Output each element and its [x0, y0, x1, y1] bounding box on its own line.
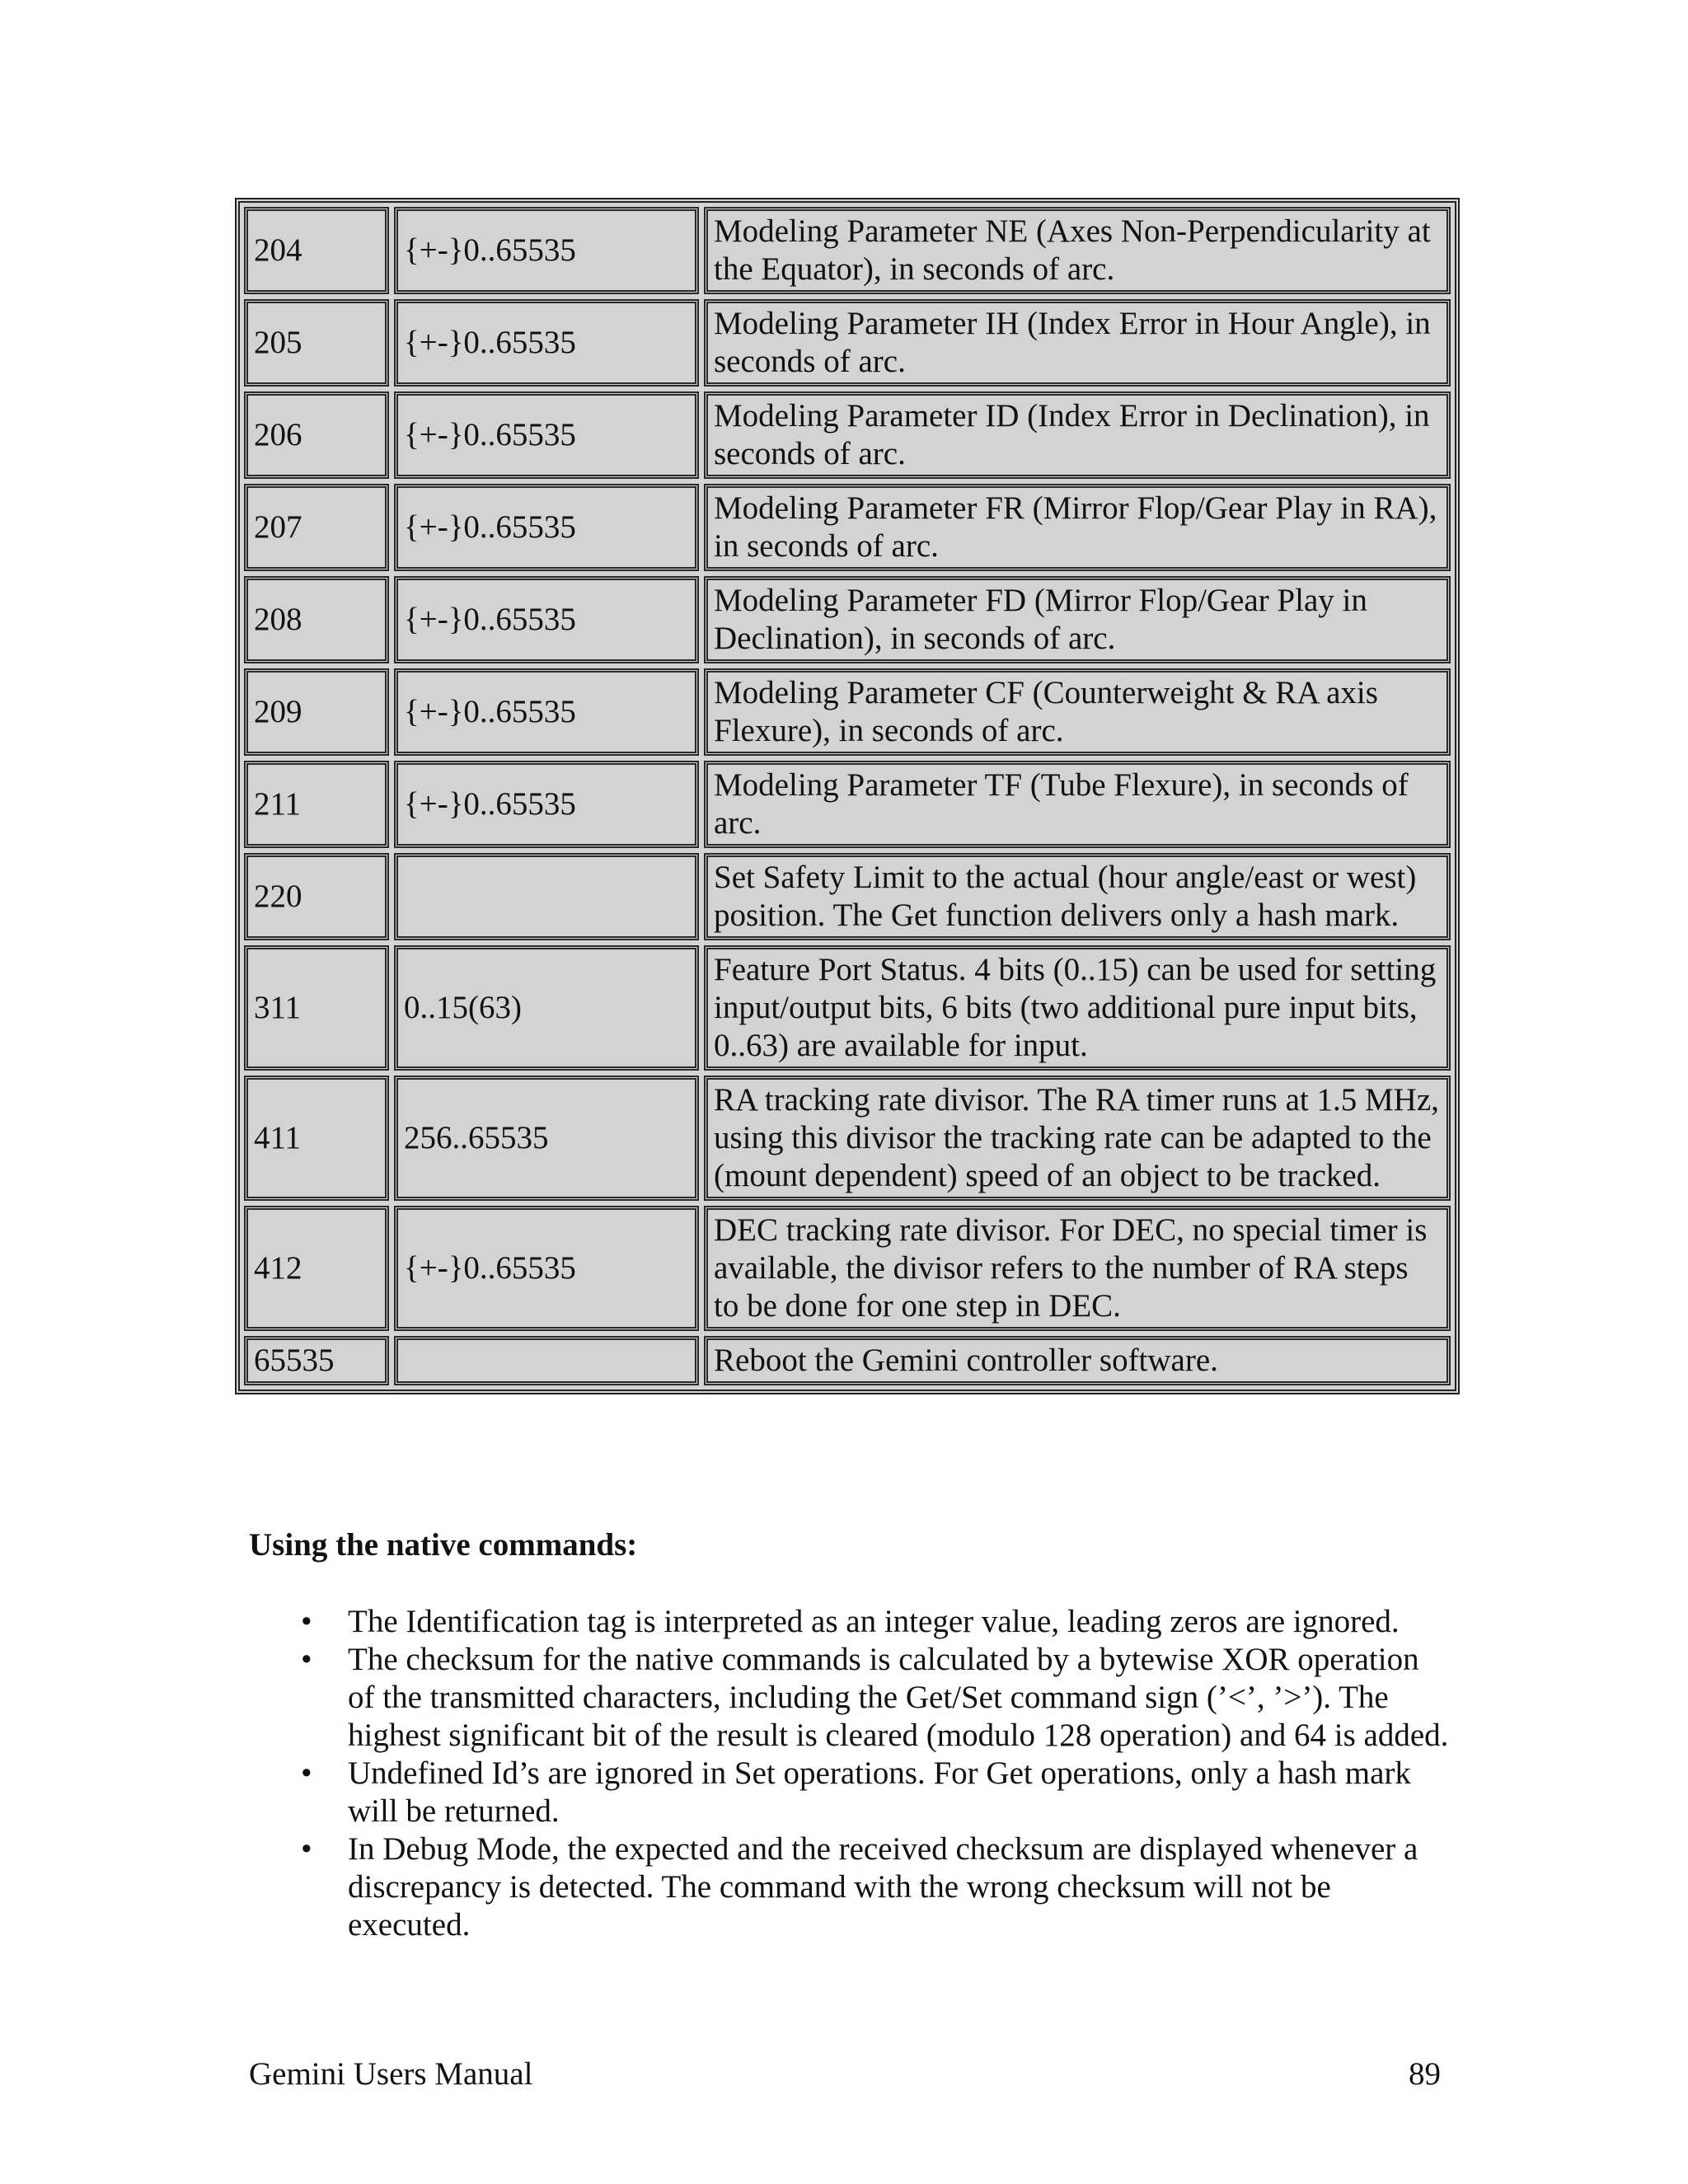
section-heading: Using the native commands:: [249, 1527, 638, 1563]
cell-id: 204: [244, 207, 389, 294]
cell-range: {+-}0..65535: [394, 668, 699, 756]
table-row: [241, 574, 1453, 666]
cell-description: Modeling Parameter FD (Mirror Flop/Gear Play in Declination), in seconds of arc.: [704, 576, 1451, 663]
footer-title: Gemini Users Manual: [249, 2056, 533, 2092]
bullet-list: [249, 1603, 1452, 1944]
cell-id: 220: [244, 853, 389, 940]
table-row: [241, 943, 1453, 1073]
table-row: [241, 666, 1453, 758]
cell-description: Modeling Parameter TF (Tube Flexure), in seconds of arc.: [704, 761, 1451, 848]
cell-id: 411: [244, 1076, 389, 1201]
cell-id: 206: [244, 391, 389, 479]
bullet-icon: •: [301, 1604, 312, 1639]
cell-description: Modeling Parameter CF (Counterweight & RA axis Flexure), in seconds of arc.: [704, 668, 1451, 756]
bullet-icon: •: [301, 1831, 312, 1867]
table-row: [241, 389, 1453, 481]
cell-id: 412: [244, 1206, 389, 1331]
cell-id: 65535: [244, 1336, 389, 1385]
cell-description: Modeling Parameter FR (Mirror Flop/Gear Play in RA), in seconds of arc.: [704, 484, 1451, 571]
bullet-text: The Identification tag is interpreted as an integer value, leading zeros are ignored.: [348, 1604, 1400, 1639]
list-item: [249, 1603, 1452, 1641]
page-number: 89: [1409, 2056, 1441, 2092]
cell-description: Modeling Parameter NE (Axes Non-Perpendicularity at the Equator), in seconds of arc.: [704, 207, 1451, 294]
cell-id: 211: [244, 761, 389, 848]
bullet-icon: •: [301, 1642, 312, 1677]
cell-range: {+-}0..65535: [394, 576, 699, 663]
table-row: [241, 481, 1453, 574]
cell-description: DEC tracking rate divisor. For DEC, no special timer is available, the divisor refers to the number of RA steps to be done for one step in DEC.: [704, 1206, 1451, 1331]
list-item: [249, 1755, 1452, 1830]
bullet-text: Undefined Id’s are ignored in Set operations. For Get operations, only a hash mark will be returned.: [348, 1755, 1411, 1829]
list-item: [249, 1830, 1452, 1944]
list-item: [249, 1641, 1452, 1755]
table-row: [241, 758, 1453, 851]
cell-range: {+-}0..65535: [394, 207, 699, 294]
bullet-text: In Debug Mode, the expected and the received checksum are displayed whenever a discrepancy is detected. The command with the wrong checksum will not be executed.: [348, 1831, 1418, 1943]
cell-description: Modeling Parameter ID (Index Error in Declination), in seconds of arc.: [704, 391, 1451, 479]
cell-range: {+-}0..65535: [394, 484, 699, 571]
cell-id: 311: [244, 945, 389, 1071]
cell-id: 207: [244, 484, 389, 571]
cell-range: {+-}0..65535: [394, 391, 699, 479]
table-row: [241, 297, 1453, 389]
cell-id: 208: [244, 576, 389, 663]
bullet-text: The checksum for the native commands is calculated by a bytewise XOR operation of the transmitted characters, including the Get/Set command sign (’<’, ’>’). The highest significant bit of the result is cleared (modulo 128 operation) and 64 is added.: [348, 1642, 1449, 1753]
table-row: [241, 1073, 1453, 1203]
command-table: [235, 198, 1460, 1394]
cell-description: Reboot the Gemini controller software.: [704, 1336, 1451, 1385]
cell-description: Feature Port Status. 4 bits (0..15) can be used for setting input/output bits, 6 bits (two additional pure input bits, 0..63) are available for input.: [704, 945, 1451, 1071]
cell-range: [394, 1336, 699, 1385]
cell-id: 209: [244, 668, 389, 756]
cell-range: 0..15(63): [394, 945, 699, 1071]
cell-id: 205: [244, 299, 389, 387]
cell-range: 256..65535: [394, 1076, 699, 1201]
cell-range: {+-}0..65535: [394, 299, 699, 387]
cell-description: Modeling Parameter IH (Index Error in Hour Angle), in seconds of arc.: [704, 299, 1451, 387]
table-row: [241, 204, 1453, 297]
cell-description: Set Safety Limit to the actual (hour angle/east or west) position. The Get function delivers only a hash mark.: [704, 853, 1451, 940]
cell-range: {+-}0..65535: [394, 1206, 699, 1331]
cell-range: [394, 853, 699, 940]
cell-range: {+-}0..65535: [394, 761, 699, 848]
bullet-icon: •: [301, 1755, 312, 1791]
table-row: [241, 851, 1453, 943]
table-row: [241, 1333, 1453, 1388]
table-row: [241, 1203, 1453, 1333]
cell-description: RA tracking rate divisor. The RA timer runs at 1.5 MHz, using this divisor the tracking rate can be adapted to the (mount dependent) speed of an object to be tracked.: [704, 1076, 1451, 1201]
